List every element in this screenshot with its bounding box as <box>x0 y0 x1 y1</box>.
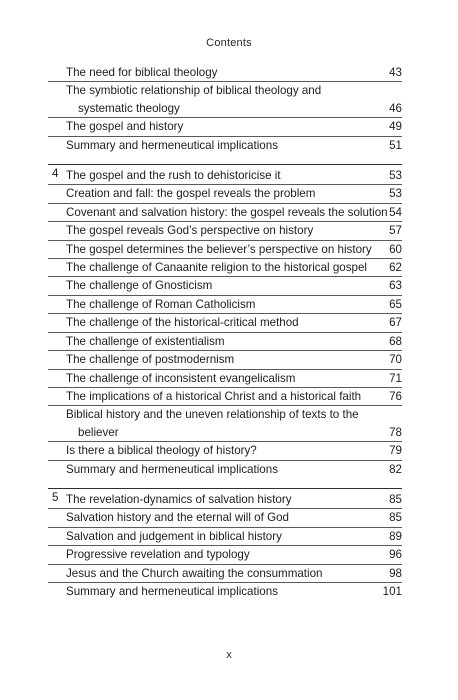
toc-entry <box>48 441 402 459</box>
toc-entry-title-line: Creation and fall: the gospel reveals the problem <box>66 187 316 201</box>
running-head: Contents <box>206 37 252 49</box>
toc-entry-page-number: 76 <box>389 389 402 403</box>
chapter-number: 5 <box>52 490 59 504</box>
toc-entry-page-number: 96 <box>389 548 402 562</box>
toc-entry-page-number: 54 <box>389 205 402 219</box>
page-folio: x <box>226 649 232 661</box>
chapter-page-number: 53 <box>389 169 402 183</box>
toc-entry-title <box>48 583 402 600</box>
toc-entry-page-number: 70 <box>389 353 402 367</box>
toc-entry-page-number: 79 <box>389 444 402 458</box>
toc-entry-page-number: 85 <box>389 511 402 525</box>
toc-entry-title <box>48 82 402 117</box>
toc-entry <box>48 184 402 202</box>
toc-entry-page-number: 65 <box>389 297 402 311</box>
toc-entry-page-number: 57 <box>389 224 402 238</box>
toc-entry-title <box>48 370 402 387</box>
toc-entry-title-line: Progressive revelation and typology <box>66 548 250 562</box>
toc-entry-page-number: 67 <box>389 316 402 330</box>
toc-entry <box>48 276 402 294</box>
toc-entry-title-line: Summary and hermeneutical implications <box>66 138 278 152</box>
chapter-title: The gospel and the rush to dehistoricise it <box>66 169 281 183</box>
toc-entry-title-line: Salvation and judgement in biblical history <box>66 529 282 543</box>
toc-entry <box>48 117 402 135</box>
toc-entry-title <box>48 277 402 294</box>
toc-entry-page-number: 78 <box>389 425 402 439</box>
toc-entry <box>48 405 402 441</box>
toc-entry <box>48 258 402 276</box>
toc-chapter-heading <box>48 488 402 508</box>
toc-entry-title-line: The challenge of existentialism <box>66 334 225 348</box>
toc-entry-title-line: The challenge of Canaanite religion to the historical gospel <box>66 261 367 275</box>
toc-entry-title <box>48 118 402 135</box>
toc-entry-title-line: The need for biblical theology <box>66 66 218 79</box>
toc-entry-title-line: Summary and hermeneutical implications <box>66 462 278 476</box>
toc-entry <box>48 582 402 600</box>
toc-entry-title-continuation: systematic theology <box>78 101 180 115</box>
toc-entry-page-number: 89 <box>389 529 402 543</box>
toc-entry <box>48 460 402 478</box>
toc-entry-page-number: 68 <box>389 334 402 348</box>
toc-entry-title <box>48 461 402 478</box>
toc-entry-title-line: The challenge of inconsistent evangelicalism <box>66 371 296 385</box>
toc-entry-title-line: Salvation history and the eternal will of God <box>66 511 289 525</box>
toc-entry-title <box>48 528 402 545</box>
toc-entry-title <box>48 509 402 526</box>
toc-entry-title-line: Jesus and the Church awaiting the consummation <box>66 566 323 580</box>
toc-entry-title-line: Covenant and salvation history: the gospel reveals the solution <box>66 205 388 219</box>
toc-entry <box>48 332 402 350</box>
toc-entry <box>48 313 402 331</box>
toc-entry-page-number: 101 <box>382 584 402 598</box>
toc-entry <box>48 240 402 258</box>
toc-chapter-heading <box>48 164 402 184</box>
toc-entry <box>48 508 402 526</box>
toc-entry-title <box>48 185 402 202</box>
toc-entry <box>48 350 402 368</box>
toc-entry-title-line: The challenge of Roman Catholicism <box>66 297 256 311</box>
toc-entry-page-number: 63 <box>389 279 402 293</box>
toc-entry-title <box>48 296 402 313</box>
toc-entry-title-line: The challenge of postmodernism <box>66 353 235 367</box>
toc-entry-page-number: 62 <box>389 261 402 275</box>
toc-entry-page-number: 71 <box>389 371 402 385</box>
table-of-contents <box>48 64 402 600</box>
toc-entry <box>48 369 402 387</box>
toc-entry-title <box>48 442 402 459</box>
toc-entry <box>48 564 402 582</box>
toc-entry-title <box>48 565 402 582</box>
toc-entry-title-line: The gospel determines the believer’s perspective on history <box>66 242 372 256</box>
toc-entry-page-number: 98 <box>389 566 402 580</box>
toc-entry-title <box>48 241 402 258</box>
toc-entry-page-number: 43 <box>389 66 402 79</box>
toc-entry-title-line: The challenge of Gnosticism <box>66 279 213 293</box>
toc-entry-page-number: 60 <box>389 242 402 256</box>
toc-entry-title <box>48 204 402 221</box>
toc-entry-title <box>48 222 402 239</box>
toc-entry-title <box>48 388 402 405</box>
toc-entry-title-line: The gospel and history <box>66 120 184 134</box>
toc-entry-page-number: 82 <box>389 462 402 476</box>
toc-entry-title-continuation: believer <box>78 425 119 439</box>
chapter-number: 4 <box>52 167 59 181</box>
toc-entry-title-line: The challenge of the historical-critical method <box>66 316 299 330</box>
toc-entry-title <box>48 64 402 81</box>
toc-entry-title <box>48 351 402 368</box>
chapter-page-number: 85 <box>389 492 402 506</box>
toc-entry-title <box>48 406 402 441</box>
toc-entry-title-line: Is there a biblical theology of history? <box>66 444 257 458</box>
toc-entry-title <box>48 259 402 276</box>
toc-entry <box>48 387 402 405</box>
toc-entry-page-number: 51 <box>389 138 402 152</box>
toc-entry-title-line: Biblical history and the uneven relationship of texts to the <box>66 408 359 422</box>
toc-entry <box>48 203 402 221</box>
toc-entry <box>48 295 402 313</box>
toc-entry <box>48 64 402 81</box>
toc-entry <box>48 136 402 154</box>
toc-entry-title <box>48 137 402 154</box>
toc-entry <box>48 545 402 563</box>
toc-entry-title-line: Summary and hermeneutical implications <box>66 584 278 598</box>
toc-entry <box>48 221 402 239</box>
toc-entry-title <box>48 314 402 331</box>
toc-entry-title-line: The gospel reveals God’s perspective on history <box>66 224 314 238</box>
toc-entry-title-line: The implications of a historical Christ and a historical faith <box>66 389 362 403</box>
toc-entry-page-number: 49 <box>389 120 402 134</box>
toc-entry <box>48 81 402 117</box>
toc-entry-page-number: 53 <box>389 187 402 201</box>
chapter-title: The revelation-dynamics of salvation history <box>66 492 292 506</box>
toc-entry-page-number: 46 <box>389 101 402 115</box>
toc-entry <box>48 527 402 545</box>
toc-entry-title <box>48 333 402 350</box>
toc-entry-title-line: The symbiotic relationship of biblical theology and <box>66 84 322 98</box>
toc-entry-title <box>48 546 402 563</box>
